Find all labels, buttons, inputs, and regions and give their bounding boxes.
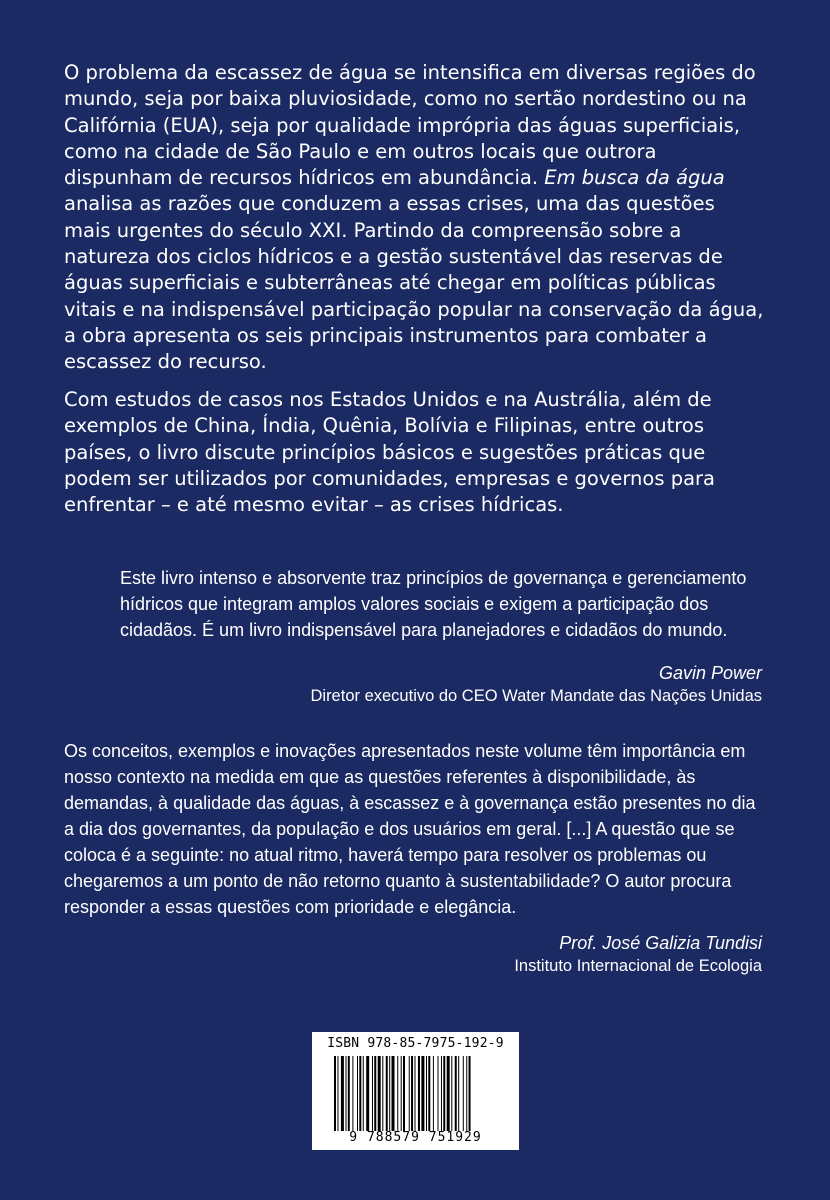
- barcode-bar: [348, 1056, 350, 1131]
- barcode-bar: [469, 1056, 471, 1131]
- barcode-bar: [378, 1056, 381, 1131]
- barcode-bar: [458, 1056, 459, 1131]
- barcode-bar: [389, 1056, 390, 1131]
- barcode-bar: [428, 1056, 430, 1131]
- barcode-bar: [346, 1056, 347, 1131]
- blurb-quote-2: Os conceitos, exemplos e inovações apresentados neste volume têm importância em nosso contexto na medida em que as questões referentes à disponibilidade, às demandas, à qualidade das águas, à escassez e à governança estão presentes no dia a dia dos governantes, da população e dos usuários em geral. [...] A questão que se coloca é a seguinte: no atual ritmo, haverá tempo para resolver os problemas ou chegaremos a um ponto de não retorno quanto à sustentabilidade? O autor procura responder a essas questões com prioridade e elegância.: [64, 741, 756, 917]
- barcode-bar: [411, 1056, 413, 1131]
- attribution-name: Gavin Power: [658, 663, 762, 683]
- barcode-bar: [363, 1056, 364, 1131]
- barcode-bar: [386, 1056, 388, 1131]
- attribution-role: Instituto Internacional de Ecologia: [514, 957, 762, 975]
- isbn-label: ISBN 978-85-7975-192-9: [327, 1036, 504, 1051]
- book-title-italic: Em busca da água: [544, 166, 725, 190]
- barcode-bar: [357, 1056, 358, 1131]
- blurb-quote-1: Este livro intenso e absorvente traz princípios de governança e gerenciamento hídricos que integram amplos valores sociais e exigem a participação dos cidadãos. É um livro indispensável para planejadores e cidadãos do mundo.: [120, 568, 747, 640]
- barcode-bar: [447, 1056, 450, 1131]
- barcode-bar: [352, 1056, 353, 1131]
- barcode-bar: [374, 1056, 376, 1131]
- attribution-name: Prof. José Galizia Tundisi: [559, 933, 762, 953]
- barcode-bar: [392, 1056, 395, 1131]
- barcode-bar: [421, 1056, 424, 1131]
- barcode-bar: [401, 1056, 402, 1131]
- blurb-attribution-1: [310, 661, 762, 707]
- barcode-bar: [438, 1056, 439, 1131]
- barcode-bar: [443, 1056, 445, 1131]
- isbn-barcode-box: [312, 1032, 519, 1150]
- blurb-attribution-2: [514, 931, 762, 977]
- barcode-bar: [466, 1056, 467, 1131]
- barcode-bar: [359, 1056, 361, 1131]
- barcode-bar: [433, 1056, 434, 1131]
- barcode-bar: [403, 1056, 405, 1131]
- barcode-bar: [382, 1056, 383, 1131]
- intro-paragraph-2: Com estudos de casos nos Estados Unidos e na Austrália, além de exemplos de China, Índia, Quênia, Bolívia e Filipinas, entre outros países, o livro discute princípios básicos e sugestões práticas que podem ser utilizados por comunidades, empresas e governos para enfrentar – e até mesmo evitar – as crises hídricas.: [64, 388, 716, 517]
- intro-text-a: O problema da escassez de água se intensifica em diversas regiões do mundo, seja por baixa pluviosidade, como no sertão nordestino ou na Califórnia (EUA), seja por qualidade imprópria das águas superficiais, como na cidade de São Paulo e em outros locais que outrora dispunham de recursos hídricos em abundância.: [64, 61, 756, 190]
- barcode-bar: [341, 1056, 344, 1131]
- intro-text-b: analisa as razões que conduzem a essas crises, uma das questões mais urgentes do século XXI. Partindo da compreensão sobre a natureza dos ciclos hídricos e a gestão sustentável das reservas de águas superficiais e subterrâneas até chegar em políticas públicas vitais e na indispensável participação popular na conservação da água, a obra apresenta os seis principais instrumentos para combater a escassez do recurso.: [64, 192, 764, 374]
- attribution-role: Diretor executivo do CEO Water Mandate das Nações Unidas: [310, 687, 762, 705]
- barcode-bar: [337, 1056, 338, 1131]
- barcode-bar: [426, 1056, 427, 1131]
- barcode-bar: [441, 1056, 442, 1131]
- barcode-bar: [366, 1056, 369, 1131]
- barcode-bar: [455, 1056, 457, 1131]
- barcode-bars-icon: [334, 1056, 511, 1131]
- barcode-bar: [463, 1056, 464, 1131]
- barcode-bar: [451, 1056, 452, 1131]
- barcode-bar: [409, 1056, 410, 1131]
- ean-digits: 9 788579 751929: [349, 1130, 482, 1145]
- barcode-bar: [334, 1056, 336, 1131]
- barcode-bar: [418, 1056, 420, 1131]
- intro-paragraph-1: [64, 60, 764, 376]
- barcode-bar: [397, 1056, 398, 1131]
- barcode-bar: [415, 1056, 416, 1131]
- barcode-bar: [372, 1056, 373, 1131]
